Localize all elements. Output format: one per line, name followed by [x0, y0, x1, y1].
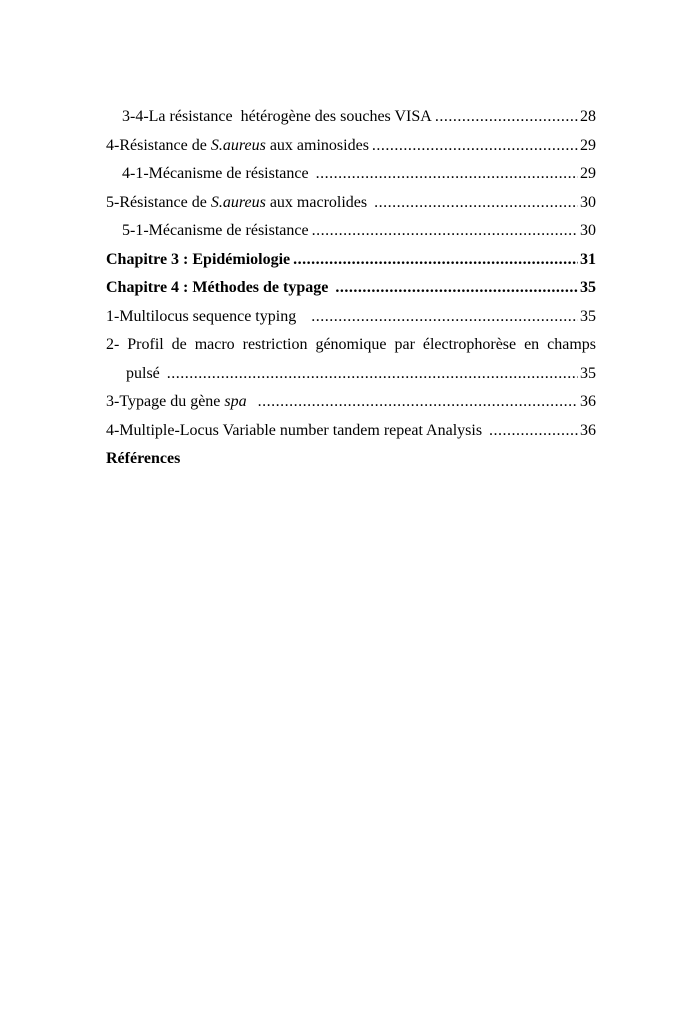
toc-entry[interactable] — [106, 303, 596, 332]
toc-leader-dots — [435, 103, 578, 132]
toc-title-word: génomique — [315, 336, 387, 353]
toc-page-number: 31 — [580, 250, 596, 268]
toc-title-part: aux aminosides — [265, 136, 369, 154]
toc-entry-multiline[interactable] — [106, 331, 596, 388]
toc-entry[interactable] — [106, 417, 596, 446]
toc-title-italic: spa — [224, 393, 247, 410]
toc-title-word: restriction — [242, 336, 308, 353]
toc-title-italic: S.aureus — [210, 136, 266, 154]
toc-references-title: Références — [106, 450, 181, 467]
toc-title-word: par — [394, 336, 415, 353]
toc-entry-title — [119, 132, 369, 161]
toc-entry-number: 4- — [106, 136, 120, 154]
toc-entry-number: 1- — [106, 307, 120, 325]
toc-chapter-title: Chapitre 4 : Méthodes de typage — [106, 279, 333, 296]
toc-page-number: 36 — [580, 421, 596, 439]
toc-entry-number: 3-4- — [122, 108, 149, 125]
toc-leader-dots — [258, 388, 578, 417]
toc-page-number: 28 — [580, 108, 596, 125]
toc-leader-dots — [316, 160, 578, 189]
toc-leader-dots — [489, 417, 578, 446]
toc-entry-title: Mécanisme de résistance — [148, 222, 309, 239]
toc-entry-number: 4- — [106, 421, 120, 439]
toc-page-number: 30 — [580, 222, 596, 239]
table-of-contents — [106, 103, 596, 474]
toc-entry-title-continued: pulsé — [126, 364, 164, 382]
toc-leader-dots — [374, 189, 578, 218]
toc-entry[interactable] — [106, 132, 596, 161]
toc-page-number: 30 — [580, 193, 596, 211]
toc-title-word: champs — [547, 336, 596, 353]
toc-leader-dots — [167, 360, 578, 389]
toc-page-number: 29 — [580, 136, 596, 154]
toc-title-italic: S.aureus — [210, 193, 266, 211]
toc-leader-dots — [311, 303, 578, 332]
toc-chapter-entry[interactable] — [106, 274, 596, 303]
toc-entry-title — [119, 189, 371, 218]
toc-entry[interactable] — [106, 189, 596, 218]
toc-entry-title — [119, 388, 254, 417]
toc-entry[interactable] — [106, 160, 596, 189]
toc-page-number: 29 — [580, 165, 596, 182]
toc-entry-line — [106, 360, 596, 389]
toc-entry-number: 5-1- — [122, 222, 149, 239]
toc-entry-title: Multilocus sequence typing — [119, 307, 309, 325]
toc-entry[interactable] — [106, 388, 596, 417]
toc-title-word: macro — [194, 336, 235, 353]
toc-page-number: 36 — [580, 393, 596, 410]
toc-title-part: Résistance de — [119, 193, 211, 211]
toc-title-part — [247, 393, 255, 410]
toc-entry-number: 2- — [106, 336, 120, 353]
toc-leader-dots — [312, 217, 578, 246]
toc-entry-line — [106, 331, 596, 360]
toc-entry-number: 5- — [106, 193, 120, 211]
toc-entry-title: La résistance hétérogène des souches VISA — [148, 108, 432, 125]
toc-chapter-entry[interactable] — [106, 246, 596, 275]
toc-chapter-title: Chapitre 3 : Epidémiologie — [106, 250, 291, 268]
toc-title-word: Profil — [127, 336, 164, 353]
toc-entry-title: Mécanisme de résistance — [148, 165, 313, 182]
toc-page-number: 35 — [580, 307, 596, 325]
toc-title-word: de — [171, 336, 187, 353]
toc-entry[interactable] — [106, 103, 596, 132]
toc-title-part: aux macrolides — [265, 193, 372, 211]
toc-title-part: Résistance de — [119, 136, 211, 154]
toc-leader-dots — [372, 132, 578, 161]
toc-entry-title: Multiple-Locus Variable number tandem repeat Analysis — [119, 421, 487, 439]
toc-title-word: électrophorèse — [422, 336, 517, 353]
toc-title-word: en — [524, 336, 540, 353]
toc-leader-dots — [293, 246, 578, 275]
toc-page-number: 35 — [580, 279, 596, 296]
toc-entry-number: 4-1- — [122, 165, 149, 182]
toc-title-part: Typage du gène — [119, 393, 225, 410]
toc-entry[interactable] — [106, 217, 596, 246]
toc-page-number: 35 — [580, 364, 596, 382]
toc-leader-dots — [335, 274, 578, 303]
toc-entry-number: 3- — [106, 393, 120, 410]
toc-references-entry[interactable] — [106, 445, 596, 474]
